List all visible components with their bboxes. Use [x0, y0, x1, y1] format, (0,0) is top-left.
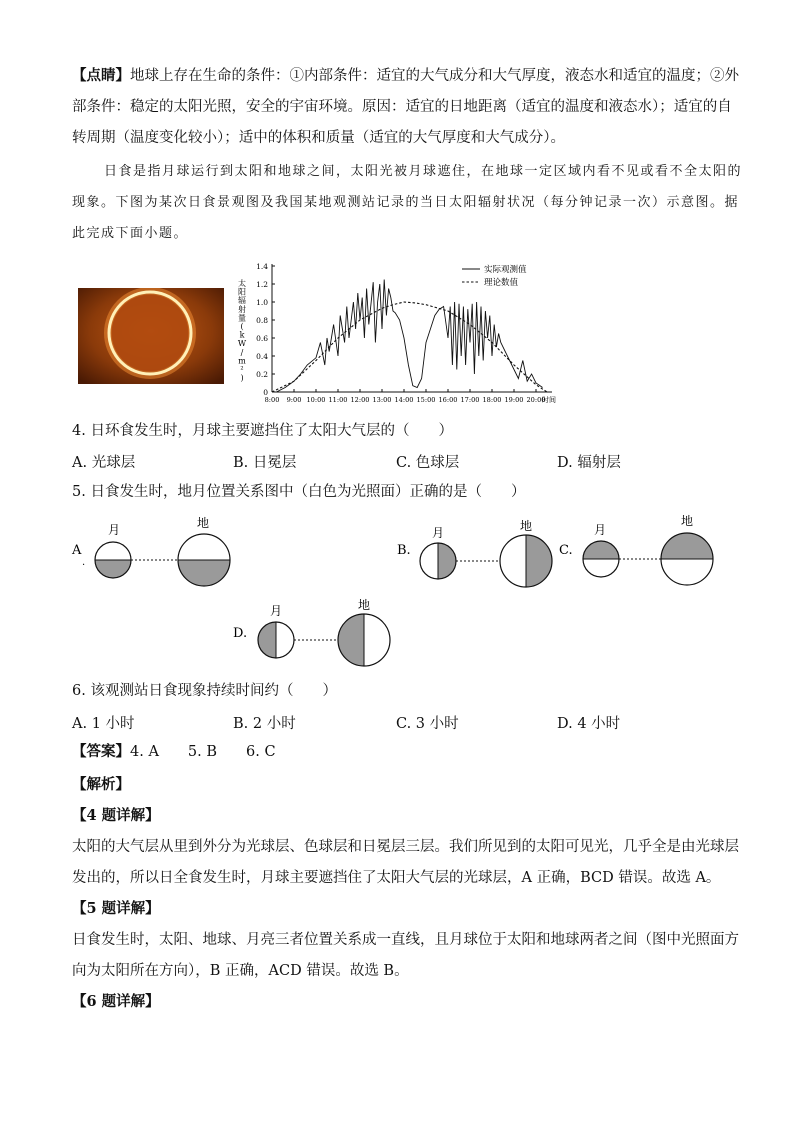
- option-d-label: D.: [233, 626, 248, 641]
- q4-option-d[interactable]: D. 辐射层: [557, 455, 621, 471]
- earth-shade-d: [338, 614, 364, 666]
- y-tick-label: 1.2: [256, 280, 268, 289]
- detail-6-label: 【6 题详解】: [72, 993, 160, 1010]
- detail-5-line-1: 日食发生时，太阳、地球、月亮三者位置关系成一直线，且月球位于太阳和地球两者之间（图中光照面方: [72, 932, 739, 948]
- option-b-diagram[interactable]: [397, 518, 552, 587]
- option-a-diagram[interactable]: [71, 515, 230, 586]
- earth-shade-b: [526, 535, 552, 587]
- y-axis-label-char: 太: [238, 279, 246, 288]
- q6-option-c[interactable]: C. 3 小时: [396, 716, 459, 732]
- radiation-chart: [230, 256, 575, 414]
- y-axis-label-char: 辐: [238, 296, 246, 306]
- y-tick-label: 0.2: [256, 370, 268, 379]
- moon-label-c: 月: [594, 523, 607, 537]
- q4-option-c[interactable]: C. 色球层: [396, 455, 460, 471]
- answer-line: [72, 742, 276, 762]
- option-d-diagram[interactable]: [233, 597, 390, 666]
- q6-stem: 6. 该观测站日食现象持续时间约（ ）: [72, 683, 337, 699]
- detail-5-label: 【5 题详解】: [72, 900, 160, 917]
- x-tick-label: 11:00: [328, 396, 348, 404]
- option-b-label: B.: [397, 543, 411, 558]
- detail-4-line-1: 太阳的大气层从里到外分为光球层、色球层和日冕层三层。我们所见到的太阳可见光，几乎全是由光球层: [72, 839, 739, 855]
- option-a-dot: .: [82, 557, 86, 568]
- moon-shade-b: [438, 543, 456, 579]
- moon-shade-d: [258, 622, 276, 658]
- q6-option-a[interactable]: A. 1 小时: [72, 716, 135, 732]
- y-tick-label: 1.4: [256, 262, 268, 271]
- x-tick-label: 8:00: [264, 396, 280, 404]
- series-observed-line: [276, 280, 542, 393]
- earth-label-c: 地: [681, 514, 694, 528]
- x-tick-label: 9:00: [286, 396, 302, 404]
- y-axis-label-char: ): [240, 373, 244, 383]
- x-tick-label: 14:00: [394, 396, 414, 404]
- detail-4-line-2: 发出的，所以日全食发生时，月球主要遮挡住了太阳大气层的光球层，A 正确，BCD 错误。故选 A。: [72, 870, 721, 886]
- moon-label-b: 月: [432, 526, 445, 540]
- detail-5-line-2: 向为太阳所在方向），B 正确，ACD 错误。故选 B。: [72, 963, 409, 979]
- answer-text: 4. A 5. B 6. C: [130, 744, 276, 760]
- moon-shade-a: [95, 560, 131, 578]
- earth-label-a: 地: [197, 516, 210, 530]
- earth-shade-a: [178, 560, 230, 586]
- x-tick-label: 13:00: [372, 396, 392, 404]
- y-axis-label-char: /: [240, 347, 244, 357]
- x-tick-label: 15:00: [416, 396, 436, 404]
- passage-line-3: 此完成下面小题。: [72, 226, 189, 241]
- x-tick-label: 18:00: [482, 396, 502, 404]
- tip-line-1: [72, 66, 739, 86]
- answer-label: 【答案】: [72, 743, 130, 760]
- analysis-label: 【解析】: [72, 776, 130, 793]
- y-axis-label-char: m: [238, 356, 246, 366]
- x-axis-label: 时间: [542, 396, 556, 404]
- y-axis-label-char: ²: [240, 365, 244, 374]
- moon-label-a: 月: [108, 523, 121, 537]
- eclipse-photo: [78, 288, 224, 384]
- y-axis-label-char: (: [240, 322, 244, 331]
- q5-stem: 5. 日食发生时，地月位置关系图中（白色为光照面）正确的是（ ）: [72, 484, 526, 500]
- tip-text-1: 地球上存在生命的条件：①内部条件：适宜的大气成分和大气厚度，液态水和适宜的温度；②外: [130, 68, 739, 84]
- option-c-label: C.: [559, 543, 573, 558]
- passage-line-2: 现象。下图为某次日食景观图及我国某地观测站记录的当日太阳辐射状况（每分钟记录一次）示意图。据: [72, 195, 740, 210]
- x-tick-label: 19:00: [504, 396, 524, 404]
- x-tick-label: 20:00: [526, 396, 546, 404]
- y-axis-label-char: 阳: [238, 287, 246, 297]
- passage-line-1: 日食是指月球运行到太阳和地球之间，太阳光被月球遮住，在地球一定区域内看不见或看不全太阳的: [104, 164, 743, 179]
- y-tick-label: 1.0: [256, 298, 268, 307]
- y-axis-label-char: W: [237, 339, 247, 349]
- y-tick-label: 0.6: [256, 334, 268, 343]
- x-tick-label: 17:00: [460, 396, 480, 404]
- tip-line-3: 转周期（温度变化较小）；适中的体积和质量（适宜的大气厚度和大气成分）。: [72, 130, 565, 146]
- option-a-label: A: [72, 543, 82, 558]
- option-c-diagram[interactable]: [559, 513, 713, 585]
- q4-stem: 4. 日环食发生时，月球主要遮挡住了太阳大气层的（ ）: [72, 423, 453, 439]
- y-tick-label: 0.8: [256, 316, 268, 325]
- detail-4-label: 【4 题详解】: [72, 807, 160, 824]
- legend-label: 理论数值: [484, 278, 519, 288]
- x-tick-label: 10:00: [306, 396, 326, 404]
- y-axis-label-char: 量: [238, 313, 246, 323]
- q6-option-b[interactable]: B. 2 小时: [233, 716, 296, 732]
- earth-label-d: 地: [358, 598, 371, 612]
- legend-label: 实际观测值: [484, 265, 527, 275]
- q4-option-b[interactable]: B. 日冕层: [233, 455, 297, 471]
- series-theoretical-line: [272, 302, 547, 392]
- x-tick-label: 12:00: [350, 396, 370, 404]
- earth-shade-c: [661, 533, 713, 559]
- earth-label-b: 地: [520, 519, 533, 533]
- y-tick-label: 0: [263, 388, 268, 397]
- q5-diagrams: [0, 505, 794, 675]
- x-tick-label: 16:00: [438, 396, 458, 404]
- y-tick-label: 0.4: [256, 352, 268, 361]
- moon-label-d: 月: [270, 604, 283, 618]
- tip-line-2: 部条件：稳定的太阳光照，安全的宇宙环境。原因：适宜的日地距离（适宜的温度和液态水）；适宜的自: [72, 99, 732, 115]
- q6-option-d[interactable]: D. 4 小时: [557, 716, 621, 732]
- q4-option-a[interactable]: A. 光球层: [72, 455, 136, 471]
- tip-label: 【点睛】: [72, 67, 130, 84]
- y-axis-label-char: k: [239, 330, 245, 340]
- y-axis-label-char: 射: [238, 304, 246, 314]
- moon-shade-c: [583, 541, 619, 559]
